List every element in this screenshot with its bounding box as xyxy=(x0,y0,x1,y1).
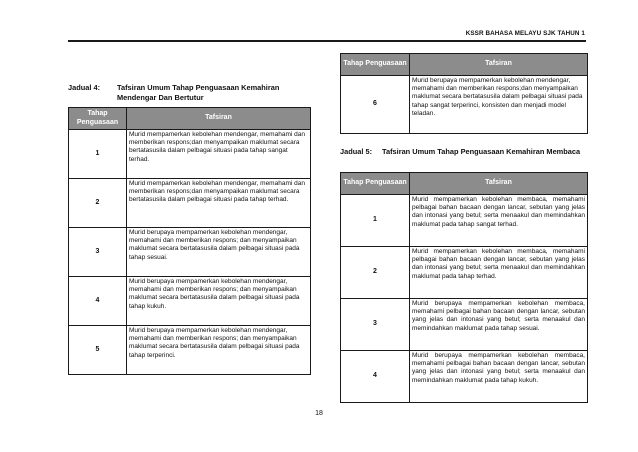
table-5-header-row xyxy=(341,173,588,195)
description-cell: Murid berupaya mempamerkan kebolehan membaca, memahami pelbagai bahan bacaan dengan lancar, sebutan yang jelas dan intonasi yang betul; serta menaakul dan memindahkan maklumat pada tahap sesuai. xyxy=(410,299,588,351)
description-cell: Murid mempamerkan kebolehan mendengar, memahami dan memberikan respons;dan menyampaikan maklumat secara bertatasusila dalam pelbagai situasi pada tahap sangat terhad. xyxy=(127,130,311,179)
table-4-col-level: Tahap Penguasaan xyxy=(69,108,127,130)
page-number: 18 xyxy=(315,410,323,417)
description-cell: Murid berupaya mempamerkan kebolehan mendengar, memahami dan memberikan respons; dan menyampaikan maklumat secara bertatasusila dalam pelbagai situasi pada tahap terperinci. xyxy=(127,326,311,375)
table-row xyxy=(69,326,311,375)
table-5-col-desc: Tafsiran xyxy=(410,173,588,195)
level-cell: 4 xyxy=(341,351,410,403)
level-cell: 2 xyxy=(341,247,410,299)
description-cell: Murid mempamerkan kebolehan membaca, memahami pelbagai bahan bacaan dengan lancar, sebutan yang jelas dan intonasi yang betul; serta menaakul dan memindahkan maklumat pada tahap terhad. xyxy=(410,247,588,299)
table-4-col-desc: Tafsiran xyxy=(127,108,311,130)
table-4-continued-col-level: Tahap Penguasaan xyxy=(341,54,410,76)
table-row xyxy=(69,228,311,277)
table-5-caption-text: Tafsiran Umum Tahap Penguasaan Kemahiran Membaca xyxy=(382,147,581,156)
table-row xyxy=(341,76,588,134)
document-header: KSSR BAHASA MELAYU SJK TAHUN 1 xyxy=(465,30,585,37)
description-cell: Murid mempamerkan kebolehan mendengar, memahami dan memberikan respons;dan menyampaikan maklumat secara bertatasusila dalam pelbagai situasi pada tahap terhad. xyxy=(127,179,311,228)
table-4-caption-number: Jadual 4: xyxy=(68,83,101,92)
description-cell: Murid berupaya mempamerkan kebolehan mendengar, memahami dan memberikan respons; dan menyampaikan maklumat secara bertatasusila dalam pelbagai situasi pada tahap kukuh. xyxy=(127,277,311,326)
table-4-continued-col-desc: Tafsiran xyxy=(410,54,588,76)
table-row xyxy=(341,299,588,351)
description-cell: Murid berupaya mempamerkan kebolehan mendengar, memahami dan memberikan respons;dan menyampaikan maklumat secara bertatasusila dalam pelbagai situasi pada tahap sangat terperinci, konsisten dan menjadi model teladan. xyxy=(410,76,588,134)
table-row xyxy=(69,130,311,179)
table-4-caption-text: Tafsiran Umum Tahap Penguasaan Kemahiran Mendengar Dan Bertutur xyxy=(117,83,280,102)
table-4 xyxy=(68,107,311,375)
level-cell: 4 xyxy=(69,277,127,326)
level-cell: 1 xyxy=(341,195,410,247)
header-rule xyxy=(68,40,586,42)
level-cell: 1 xyxy=(69,130,127,179)
table-row xyxy=(341,247,588,299)
level-cell: 5 xyxy=(69,326,127,375)
description-cell: Murid berupaya mempamerkan kebolehan membaca, memahami pelbagai bahan bacaan dengan lancar, sebutan yang jelas dan intonasi yang betul; serta menaakul dan memindahkan maklumat pada tahap kukuh. xyxy=(410,351,588,403)
level-cell: 3 xyxy=(69,228,127,277)
level-cell: 6 xyxy=(341,76,410,134)
level-cell: 2 xyxy=(69,179,127,228)
table-5-col-level: Tahap Penguasaan xyxy=(341,173,410,195)
table-row xyxy=(341,195,588,247)
table-4-continued-header-row xyxy=(341,54,588,76)
table-4-caption xyxy=(68,83,310,103)
table-row xyxy=(69,277,311,326)
table-5-caption xyxy=(340,147,587,157)
table-5-caption-number: Jadual 5: xyxy=(340,147,373,156)
description-cell: Murid berupaya mempamerkan kebolehan mendengar, memahami dan memberikan respons; dan menyampaikan maklumat secara bertatasusila dalam pelbagai situasi pada tahap sesuai. xyxy=(127,228,311,277)
description-cell: Murid mempamerkan kebolehan membaca, memahami pelbagai bahan bacaan dengan lancar, sebutan yang jelas dan intonasi yang betul; serta menaakul dan memindahkan maklumat pada tahap sangat terhad. xyxy=(410,195,588,247)
table-row xyxy=(69,179,311,228)
table-row xyxy=(341,351,588,403)
level-cell: 3 xyxy=(341,299,410,351)
table-4-header-row xyxy=(69,108,311,130)
table-5 xyxy=(340,172,588,403)
table-4-continued xyxy=(340,53,588,134)
